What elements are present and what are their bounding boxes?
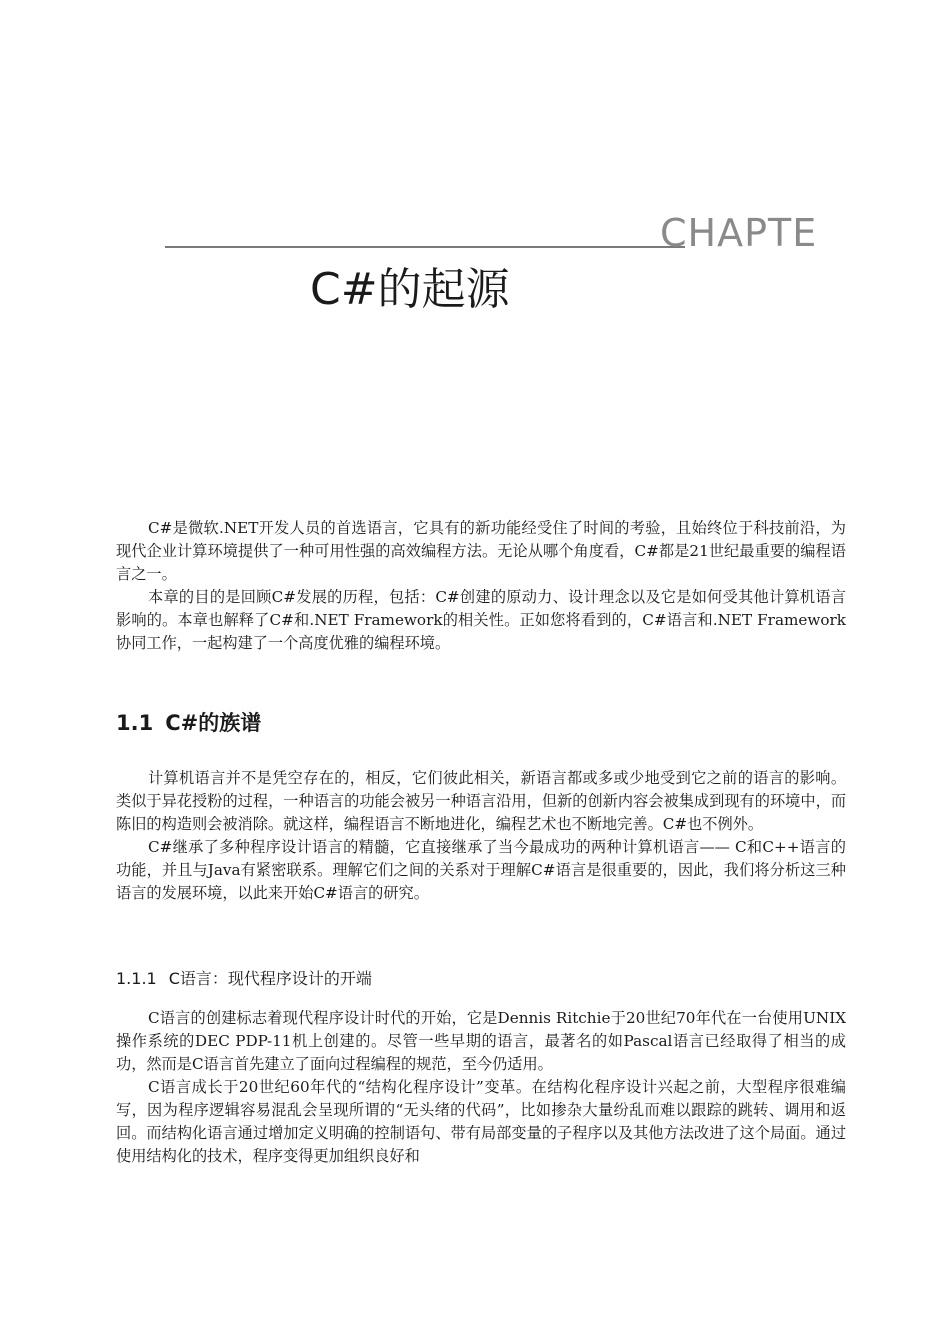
paragraph: C#是微软.NET开发人员的首选语言，它具有的新功能经受住了时间的考验，且始终位于科技前沿，为现代企业计算环境提供了一种可用性强的高效编程方法。无论从哪个角度看，C#都是21世纪最重要的编程语言之一。 xyxy=(116,519,846,583)
section-heading xyxy=(116,707,261,737)
subsection-heading xyxy=(116,966,372,989)
intro-text xyxy=(116,517,846,655)
chapter-title: C#的起源 xyxy=(310,264,510,315)
paragraph: 本章的目的是回顾C#发展的历程，包括：C#创建的原动力、设计理念以及它是如何受其他计算机语言影响的。本章也解释了C#和.NET Framework的相关性。正如您将看到的，C#语言和.NET Framework协同工作，一起构建了一个高度优雅的编程环境。 xyxy=(116,588,846,652)
paragraph: C语言的创建标志着现代程序设计时代的开始，它是Dennis Ritchie于20世纪70年代在一台使用UNIX操作系统的DEC PDP-11机上创建的。尽管一些早期的语言，最著名的如Pascal语言已经取得了相当的成功，然而是C语言首先建立了面向过程编程的规范，至今仍适用。 xyxy=(116,1009,847,1073)
paragraph: C语言成长于20世纪60年代的“结构化程序设计”变革。在结构化程序设计兴起之前，大型程序很难编写，因为程序逻辑容易混乱会呈现所谓的“无头绪的代码”，比如掺杂大量纷乱而难以跟踪的跳转、调用和返回。而结构化语言通过增加定义明确的控制语句、带有局部变量的子程序以及其他方法改进了这个局面。通过使用结构化的技术，程序变得更加组织良好和 xyxy=(116,1078,846,1165)
paragraph: 计算机语言并不是凭空存在的，相反，它们彼此相关，新语言都或多或少地受到它之前的语言的影响。类似于异花授粉的过程，一种语言的功能会被另一种语言沿用，但新的创新内容会被集成到现有的环境中，而陈旧的构造则会被消除。就这样，编程语言不断地进化，编程艺术也不断地完善。C#也不例外。 xyxy=(116,769,846,833)
subsection-body xyxy=(116,1007,846,1168)
chapter-label: CHAPTE xyxy=(660,211,818,255)
subsection-title: C语言：现代程序设计的开端 xyxy=(168,969,372,988)
paragraph: C#继承了多种程序设计语言的精髓，它直接继承了当今最成功的两种计算机语言—— C和C++语言的功能，并且与Java有紧密联系。理解它们之间的关系对于理解C#语言是很重要的，因此，我们将分析这三种语言的发展环境，以此来开始C#语言的研究。 xyxy=(116,838,846,902)
section-number: 1.1 xyxy=(116,711,154,735)
section-body xyxy=(116,767,846,905)
section-title: C#的族谱 xyxy=(165,711,262,735)
subsection-number: 1.1.1 xyxy=(116,969,157,988)
chapter-divider-line xyxy=(165,246,685,248)
